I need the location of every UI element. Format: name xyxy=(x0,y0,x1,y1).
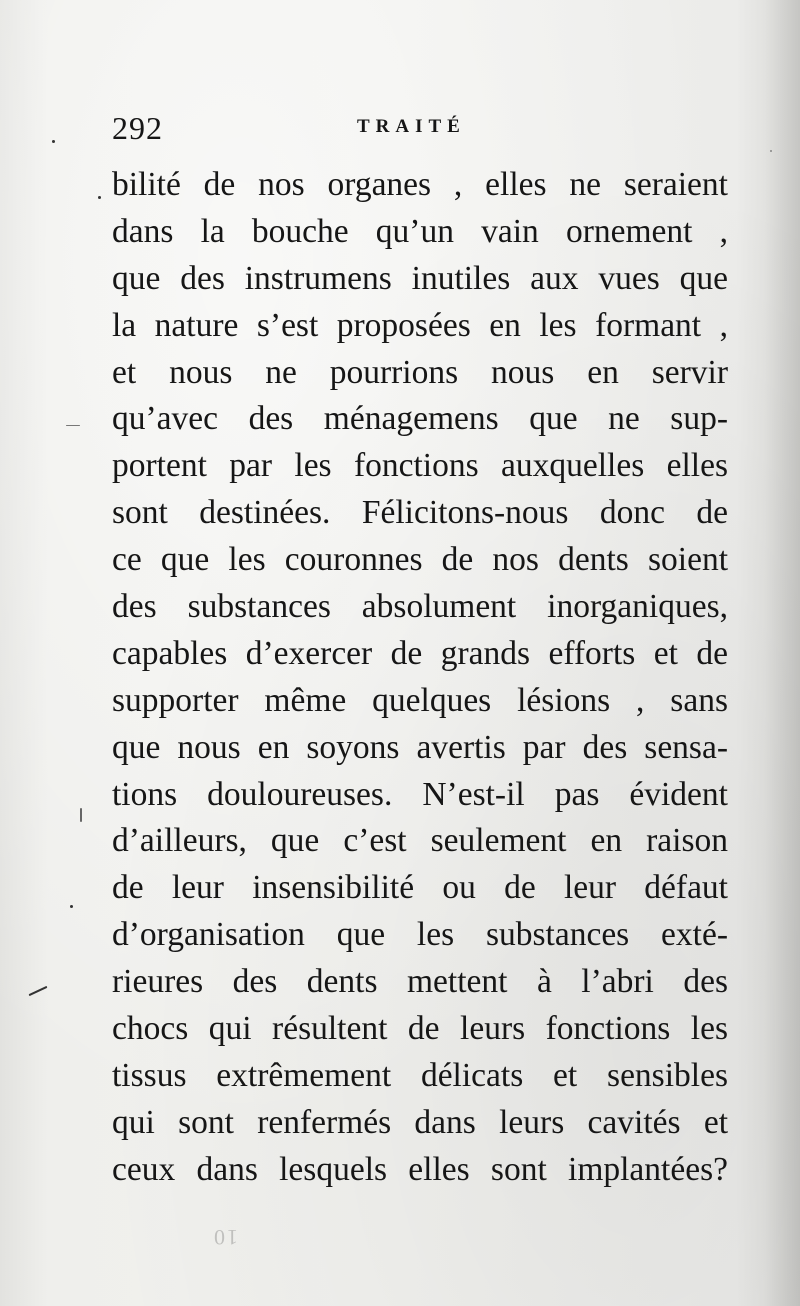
text-line: qu’avec des ménagemens que ne sup- xyxy=(112,400,728,438)
speck xyxy=(52,140,55,143)
speck xyxy=(770,150,772,152)
speck xyxy=(29,986,48,996)
text-line: des substances absolument inorganiques, xyxy=(112,588,728,626)
text-line: tissus extrêmement délicats et sensibles xyxy=(112,1056,728,1094)
speck xyxy=(98,196,101,199)
text-line: ce que les couronnes de nos dents soient xyxy=(112,541,728,579)
text-line: rieures des dents mettent à l’abri des xyxy=(112,963,728,1001)
text-line: ceux dans lesquels elles sont implantées? xyxy=(112,1150,728,1188)
text-line: que des instrumens inutiles aux vues que xyxy=(112,259,728,297)
text-line: capables d’exercer de grands efforts et de xyxy=(112,634,728,672)
text-line: dans la bouche qu’un vain ornement , xyxy=(112,212,728,250)
text-line: et nous ne pourrions nous en servir xyxy=(112,353,728,391)
speck xyxy=(66,425,80,426)
text-line: tions douloureuses. N’est-il pas évident xyxy=(112,775,728,813)
body-text xyxy=(112,162,728,1194)
text-line: supporter même quelques lésions , sans xyxy=(112,681,728,719)
text-line: chocs qui résultent de leurs fonctions les xyxy=(112,1010,728,1048)
text-line: d’ailleurs, que c’est seulement en raison xyxy=(112,822,728,860)
speck xyxy=(70,905,73,908)
text-line: d’organisation que les substances exté- xyxy=(112,916,728,954)
running-title: TRAITÉ xyxy=(357,116,466,137)
text-line: sont destinées. Félicitons-nous donc de xyxy=(112,494,728,532)
bleed-through-mark: 10 xyxy=(212,1225,238,1250)
page-number: 292 xyxy=(112,110,163,146)
text-line: que nous en soyons avertis par des sensa- xyxy=(112,728,728,766)
text-line: de leur insensibilité ou de leur défaut xyxy=(112,869,728,907)
text-line: la nature s’est proposées en les formant , xyxy=(112,306,728,344)
page-header xyxy=(112,108,732,148)
text-line: portent par les fonctions auxquelles elles xyxy=(112,447,728,485)
speck xyxy=(80,808,82,822)
text-line: qui sont renfermés dans leurs cavités et xyxy=(112,1103,728,1141)
text-line: bilité de nos organes , elles ne seraient xyxy=(112,166,728,203)
